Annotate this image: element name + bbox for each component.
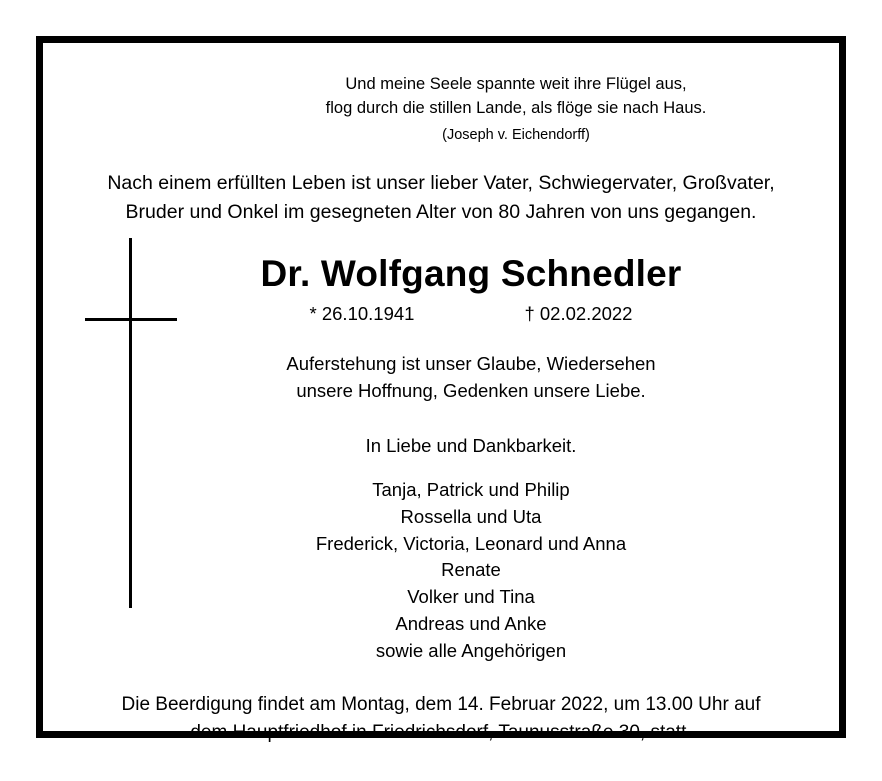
family-line: Tanja, Patrick und Philip — [372, 478, 570, 500]
cross-vertical-bar — [129, 238, 132, 608]
verse-line-2: unsere Hoffnung, Gedenken unsere Liebe. — [296, 380, 646, 402]
death-date: † 02.02.2022 — [524, 303, 633, 325]
poem-line-2: flog durch die stillen Lande, als flöge sie nach Haus. — [325, 98, 707, 117]
deceased-name: Dr. Wolfgang Schnedler — [260, 253, 682, 295]
dedication-text: In Liebe und Dankbarkeit. — [365, 434, 577, 456]
obituary-content — [43, 43, 839, 744]
poem-attribution: (Joseph v. Eichendorff) — [442, 126, 590, 143]
funeral-info — [67, 691, 815, 748]
obituary-frame — [36, 36, 846, 744]
family-line: Frederick, Victoria, Leonard und Anna — [315, 532, 627, 554]
birth-date: * 26.10.1941 — [309, 303, 415, 325]
family-line: Rossella und Uta — [400, 505, 542, 527]
family-line: Andreas und Anke — [395, 613, 547, 635]
family-line: Volker und Tina — [407, 586, 535, 608]
intro-paragraph — [67, 169, 815, 228]
family-line: sowie alle Angehörigen — [375, 639, 567, 661]
family-line: Renate — [441, 559, 501, 581]
poem-line-1: Und meine Seele spannte weit ihre Flügel aus, — [345, 75, 687, 93]
funeral-line-1: Die Beerdigung findet am Montag, dem 14. Februar 2022, um 13.00 Uhr auf — [121, 693, 761, 715]
cross-icon — [85, 238, 181, 608]
intro-line-2: Bruder und Onkel im gesegneten Alter von 80 Jahren von uns gegangen. — [125, 201, 757, 224]
cross-horizontal-bar — [85, 318, 177, 321]
intro-line-1: Nach einem erfüllten Leben ist unser lieber Vater, Schwiegervater, Großvater, — [107, 171, 775, 194]
funeral-line-2: dem Hauptfriedhof in Friedrichsdorf, Taunusstraße 30, statt. — [190, 722, 692, 744]
poem-block — [217, 73, 815, 121]
verse-line-1: Auferstehung ist unser Glaube, Wiedersehen — [286, 353, 656, 375]
